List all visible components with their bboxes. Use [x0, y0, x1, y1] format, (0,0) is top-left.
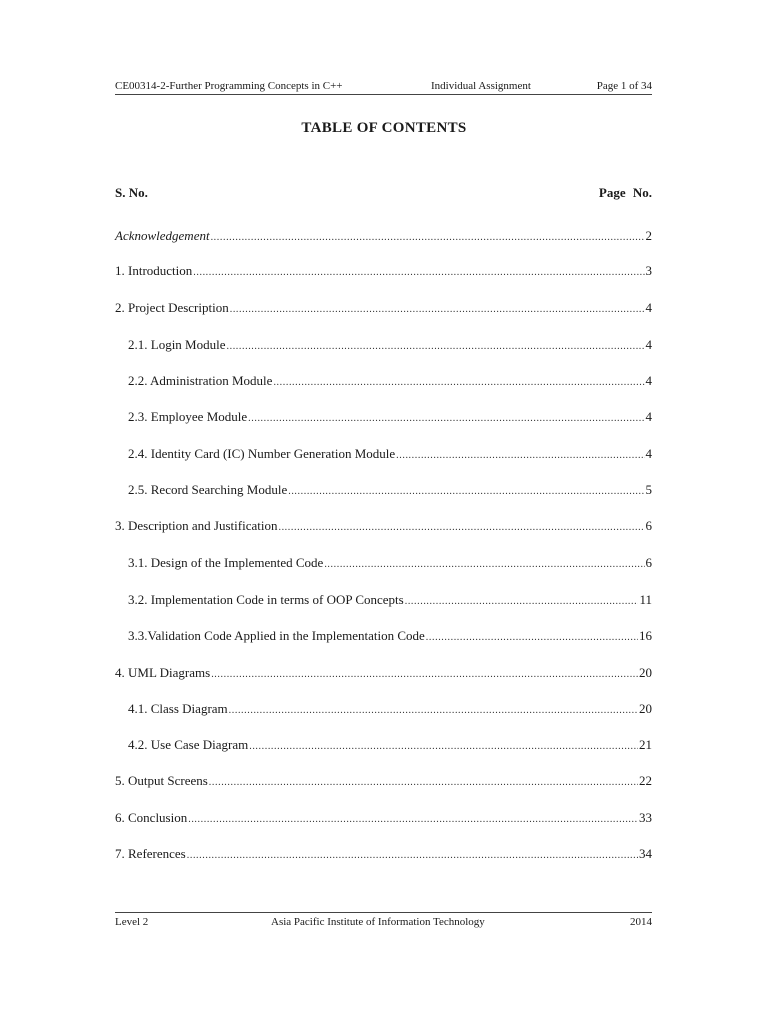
- toc-leader-dots: [405, 596, 639, 607]
- header-course: CE00314-2-Further Programming Concepts in C++: [115, 80, 343, 92]
- toc-entry-label: 6. Conclusion: [115, 810, 188, 825]
- toc-entry-label: 3.2. Implementation Code in terms of OOP Concepts: [128, 592, 404, 607]
- toc-entry-page: 4: [645, 300, 652, 315]
- toc-entry-label: 2.3. Employee Module: [128, 409, 248, 424]
- toc-entry-page: 4: [645, 409, 652, 424]
- toc-entry-output-screens[interactable]: [115, 773, 652, 791]
- toc-leader-dots: [229, 705, 638, 716]
- toc-entry-class-diagram[interactable]: [128, 701, 652, 719]
- toc-leader-dots: [209, 777, 638, 788]
- toc-entry-label: Acknowledgement: [115, 228, 210, 243]
- toc-leader-dots: [211, 669, 638, 680]
- toc-entry-acknowledgement[interactable]: [115, 228, 652, 246]
- toc-entry-label: 2.4. Identity Card (IC) Number Generation Module: [128, 446, 396, 461]
- toc-entry-page: 5: [645, 482, 652, 497]
- toc-entry-record-searching-module[interactable]: [128, 482, 652, 500]
- toc-entry-login-module[interactable]: [128, 337, 652, 355]
- toc-entry-description-justification[interactable]: [115, 518, 652, 536]
- toc-entry-label: 2.2. Administration Module: [128, 373, 273, 388]
- toc-leader-dots: [249, 741, 638, 752]
- toc-leader-dots: [426, 632, 638, 643]
- toc-entry-use-case-diagram[interactable]: [128, 737, 652, 755]
- toc-entry-page: 33: [639, 810, 652, 825]
- toc-entry-page: 34: [639, 846, 652, 861]
- toc-leader-dots: [230, 304, 645, 315]
- toc-entry-label: 2.5. Record Searching Module: [128, 482, 288, 497]
- header-page-number: Page 1 of 34: [596, 80, 652, 92]
- toc-entry-page: 16: [639, 628, 652, 643]
- toc-entry-label: 4.1. Class Diagram: [128, 701, 228, 716]
- toc-entry-label: 3.1. Design of the Implemented Code: [128, 555, 324, 570]
- toc-entry-validation-code[interactable]: [128, 628, 652, 646]
- toc-entry-label: 5. Output Screens: [115, 773, 208, 788]
- toc-entry-page: 2: [645, 228, 652, 243]
- toc-leader-dots: [278, 522, 644, 533]
- footer-institute: Asia Pacific Institute of Information Technology: [271, 916, 485, 928]
- toc-entry-project-description[interactable]: [115, 300, 652, 318]
- toc-entry-references[interactable]: [115, 846, 652, 864]
- toc-entry-introduction[interactable]: [115, 263, 652, 281]
- toc-entry-page: 4: [645, 446, 652, 461]
- page-footer: [115, 912, 652, 931]
- toc-entry-employee-module[interactable]: [128, 409, 652, 427]
- toc-leader-dots: [193, 267, 644, 278]
- toc-leader-dots: [396, 450, 644, 461]
- toc-leader-dots: [273, 377, 644, 388]
- toc-leader-dots: [324, 559, 644, 570]
- toc-entry-implementation-oop[interactable]: [128, 592, 652, 610]
- header-assignment: Individual Assignment: [431, 80, 531, 92]
- toc-entry-page: 3: [645, 263, 652, 278]
- footer-level: Level 2: [115, 916, 149, 928]
- toc-entry-ic-number-module[interactable]: [128, 446, 652, 464]
- toc-entry-page: 4: [645, 337, 652, 352]
- toc-leader-dots: [227, 341, 645, 352]
- toc-entry-label: 7. References: [115, 846, 186, 861]
- toc-entry-page: 11: [639, 592, 652, 607]
- toc-leader-dots: [248, 413, 644, 424]
- toc-entry-page: 6: [645, 555, 652, 570]
- toc-entry-administration-module[interactable]: [128, 373, 652, 391]
- toc-entry-page: 22: [639, 773, 652, 788]
- toc-entry-page: 20: [639, 701, 652, 716]
- toc-entry-label: 2.1. Login Module: [128, 337, 226, 352]
- toc-entry-label: 1. Introduction: [115, 263, 193, 278]
- toc-entry-conclusion[interactable]: [115, 810, 652, 828]
- toc-entry-design-implemented-code[interactable]: [128, 555, 652, 573]
- toc-entry-page: 4: [645, 373, 652, 388]
- footer-year: 2014: [630, 916, 652, 928]
- column-heading-sno: S. No.: [115, 185, 148, 200]
- toc-leader-dots: [188, 814, 638, 825]
- toc-entry-label: 2. Project Description: [115, 300, 229, 315]
- toc-entry-uml-diagrams[interactable]: [115, 665, 652, 683]
- toc-entry-label: 3.3.Validation Code Applied in the Implementation Code: [128, 628, 425, 643]
- page-header: [115, 78, 652, 95]
- page-title: TABLE OF CONTENTS: [301, 120, 467, 136]
- toc-leader-dots: [187, 850, 638, 861]
- toc-entry-label: 4. UML Diagrams: [115, 665, 211, 680]
- toc-entry-page: 20: [639, 665, 652, 680]
- column-heading-page: Page No.: [598, 185, 652, 200]
- toc-entry-label: 4.2. Use Case Diagram: [128, 737, 249, 752]
- toc-entry-label: 3. Description and Justification: [115, 518, 278, 533]
- toc-leader-dots: [211, 232, 645, 243]
- toc-entry-page: 6: [645, 518, 652, 533]
- toc-entry-page: 21: [639, 737, 652, 752]
- toc-leader-dots: [288, 486, 644, 497]
